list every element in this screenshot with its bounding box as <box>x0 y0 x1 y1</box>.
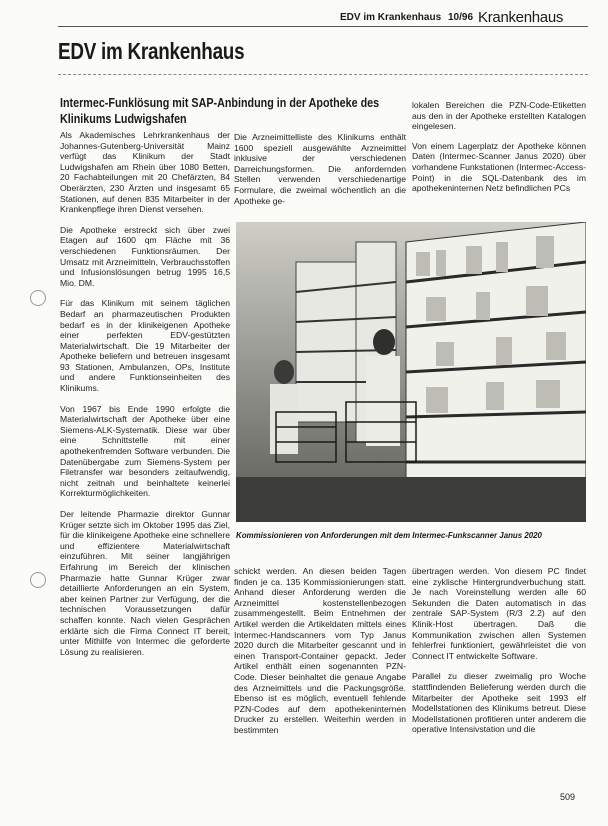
running-header <box>0 6 608 28</box>
header-rule <box>58 26 588 27</box>
header-issue: 10/96 <box>448 12 474 23</box>
binder-hole <box>30 572 46 588</box>
page-title: EDV im Krankenhaus <box>58 38 245 64</box>
paragraph: Der leitende Pharmazie direktor Gunnar Krüger setzte sich im Oktober 1995 das Ziel, für die klinikeigene Apotheke eine schnellere und effizientere Materialwirtschaft einzuführen. Mit seiner langjährigen Erfahrung im Bereich der klinischen Pharmazie hatte Gunnar Krüger zwar detaillierte Anforderungen an ein System, aber keinen Partner zur Verfügung, der die technischen Voraussetzungen dafür schaffen konnte. Nach vielen Gesprächen erklärte sich die Firma Connect IT bereit, unter Mithilfe von Intermec die geforderte Lösung zu realisieren. <box>60 509 230 657</box>
paragraph: übertragen werden. Von diesem PC findet eine zyklische Hintergrundverbuchung statt. Je nach Voreinstellung werden alle 60 Sekunden die Daten automatisch in das zentrale SAP-System (R/3 2.2) auf den Klinik-Host übertragen. Daß die Kommunikation zwischen allen Systemen fehlerfrei funktioniert, gewährleistet die von Connect IT entwickelte Software. <box>412 566 586 661</box>
title-rule <box>58 74 588 75</box>
page-number: 509 <box>560 792 576 802</box>
paragraph: lokalen Bereichen die PZN-Code-Etiketten aus den in der Apotheke erstellten Katalogen eingelesen. <box>412 100 586 132</box>
paragraph: Von einem Lagerplatz der Apotheke können Daten (Intermec-Scanner Janus 2020) über vorhandene Funkstationen (Intermec-Access-Point) in die SQL-Datenbank des im apothekeninternen Netz befindlichen PCs <box>412 140 586 194</box>
paragraph: Von 1967 bis Ende 1990 erfolgte die Materialwirtschaft der Apotheke über eine Siemens-ALK-Systematik. Diese war über eine Schnittstelle mit einer apothekenfremden Software verbunden. Die Datenübergabe zum Siemens-System per Filetransfer war besonders zeitaufwendig, nicht zeitnah und beinhaltete keinerlei Korrekturmöglichkeiten. <box>60 403 230 499</box>
header-section: EDV im Krankenhaus <box>340 12 442 23</box>
paragraph: Als Akademisches Lehrkrankenhaus der Johannes-Gutenberg-Universität Mainz verfügt das Klinikum der Stadt Ludwigshafen am Rhein über 1080 Betten, 20 Fachabteilungen mit 20 Chefärzten, 84 Oberärzten, 230 Ärzten und insgesamt 65 Stationen, auf denen 835 Mitarbeiter in der Krankenpflege ihren Dienst versehen. <box>60 130 230 215</box>
paragraph: schickt werden. An diesen beiden Tagen finden je ca. 135 Kommissionierungen statt. Anhand dieser Anforderung werden die Arzneimittel kostenstellenbezogen zusammengestellt. Beim Entnehmen der Artikel werden die Artikeldaten mittels eines Intermec-Handscanners vom Typ Janus 2020 durch die Mitarbeiter gescannt und in einen Transport-Container gepackt. Jeder Artikel enthält einen sogenannten PZN-Code. Dieser beinhaltet die genaue Angabe des Arzneimittels und die Packungsgröße. Ebenso ist es möglich, eventuell fehlende PZN-Codes auf dem apothekeninternen Drucker zu erstellen. Weiterhin werden in bestimmten <box>234 566 406 735</box>
paragraph: Die Arzneimittelliste des Klinikums enthält 1600 speziell ausgewählte Arzneimittel inklusive der verschiedenen Darreichungsformen. Die anfordernden Stellen verwenden verschiedenartige Formulare, die zweimal wöchentlich an die Apotheke ge- <box>234 132 406 206</box>
pharmacy-shelves-image <box>236 222 586 522</box>
article-headline: Intermec-Funklösung mit SAP-Anbindung in der Apotheke des Klinikums Ludwigshafen <box>60 96 380 126</box>
header-brand: Krankenhaus <box>478 9 564 26</box>
photo-caption: Kommissionieren von Anforderungen mit dem Intermec-Funkscanner Janus 2020 <box>236 530 542 540</box>
paragraph: Für das Klinikum mit seinem täglichen Bedarf an pharmazeutischen Produkten bedarf es in der klinikeigenen Apotheke einer perfekten EDV-gestützten Materialwirtschaft. Die 19 Mitarbeiter der Apotheke beliefern und betreuen insgesamt 93 Stationen, Ambulanzen, OPs, Institute und andere Funktionseinheiten des Klinikums. <box>60 298 230 394</box>
binder-hole <box>30 290 46 306</box>
column-1 <box>60 130 230 667</box>
column-3-top <box>412 100 586 203</box>
pharmacy-photo <box>236 222 586 522</box>
column-2-bottom <box>234 566 406 746</box>
paragraph: Die Apotheke erstreckt sich über zwei Etagen auf 1600 qm Fläche mit 36 verschiedenen Funktionsräumen. Der Umsatz mit Arzneimitteln, Verbrauchsstoffen und Infusionslösungen betrug 1995 16,5 Mio. DM. <box>60 224 230 288</box>
column-3-bottom <box>412 566 586 745</box>
paragraph: Parallel zu dieser zweimalig pro Woche stattfindenden Belieferung werden durch die Mitarbeiter der Apotheke seit 1993 elf Modellstationen des Klinikums betreut. Diese Modellstationen profitieren unter anderem die operative Intensivstation und die <box>412 671 586 735</box>
column-2-top <box>234 132 406 216</box>
